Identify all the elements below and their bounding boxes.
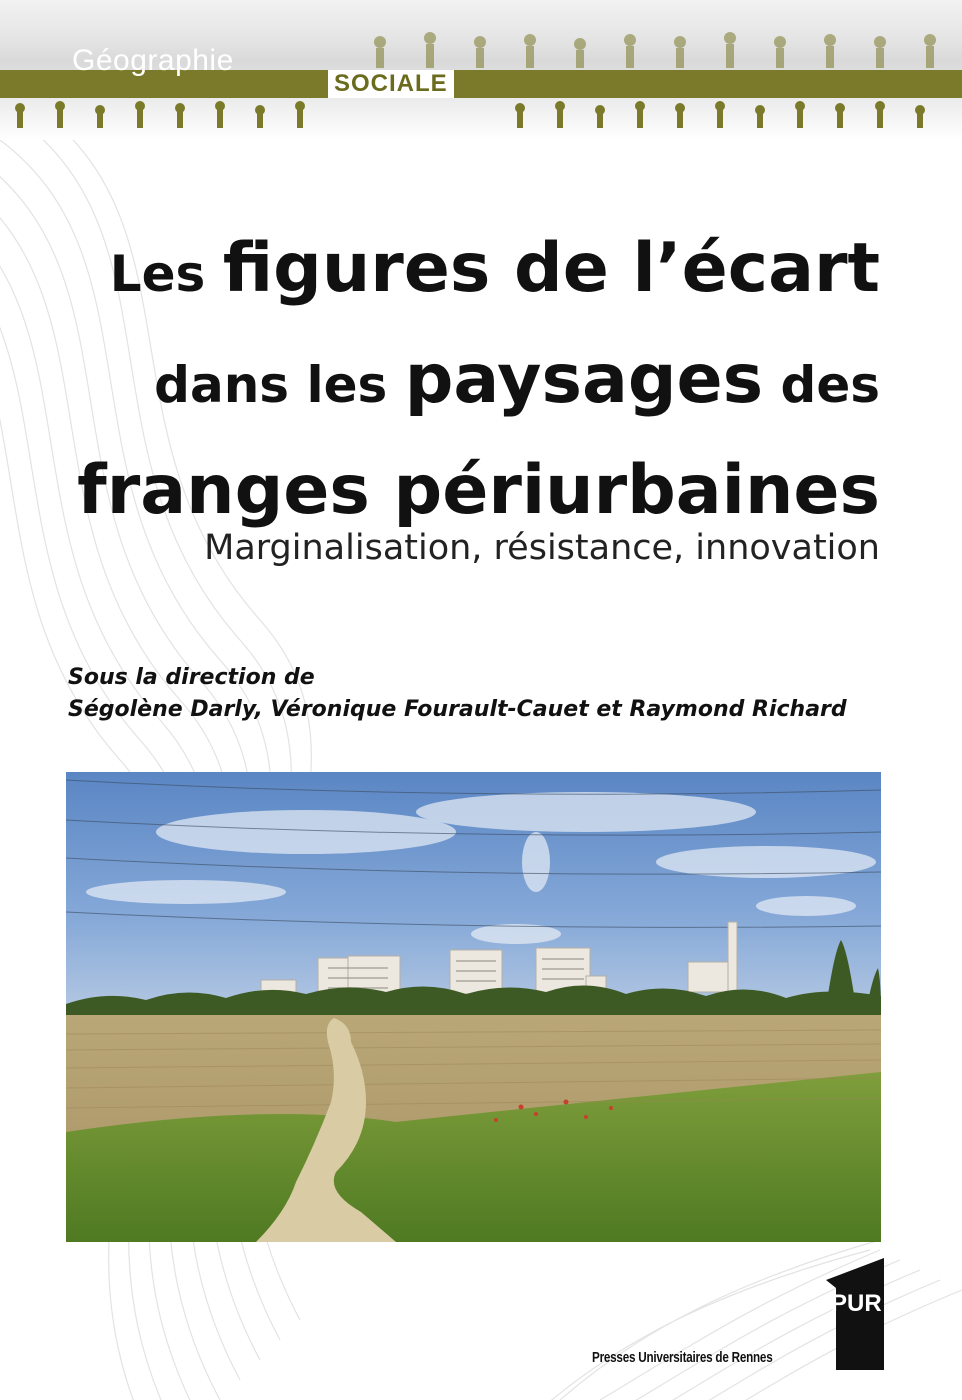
people-silhouettes-decoration — [0, 20, 962, 140]
title-line-1-part-a: Les — [109, 245, 223, 303]
title-line-2-part-b: paysages — [404, 340, 764, 419]
title-line-2-part-c: des — [763, 356, 880, 414]
series-name-geographie: Géographie — [72, 44, 234, 77]
pur-logo-text: PUR — [831, 1290, 882, 1317]
title-line-1-part-b: figures de l’écart — [222, 229, 880, 308]
publisher-name: Presses Universitaires de Rennes — [592, 1349, 773, 1366]
book-title — [60, 222, 880, 555]
title-line-2 — [60, 333, 880, 444]
title-line-2-part-a: dans les — [154, 356, 405, 414]
cover-photo-field-landscape — [66, 772, 881, 1242]
series-name-sociale: SOCIALE — [328, 70, 454, 98]
book-subtitle: Marginalisation, résistance, innovation — [204, 528, 880, 568]
series-banner — [0, 0, 962, 140]
direction-label: Sous la direction de — [68, 665, 315, 690]
title-line-1 — [60, 222, 880, 333]
authors: Ségolène Darly, Véronique Fourault-Cauet et Raymond Richard — [68, 697, 847, 722]
title-line-3-text: franges périurbaines — [77, 451, 880, 530]
